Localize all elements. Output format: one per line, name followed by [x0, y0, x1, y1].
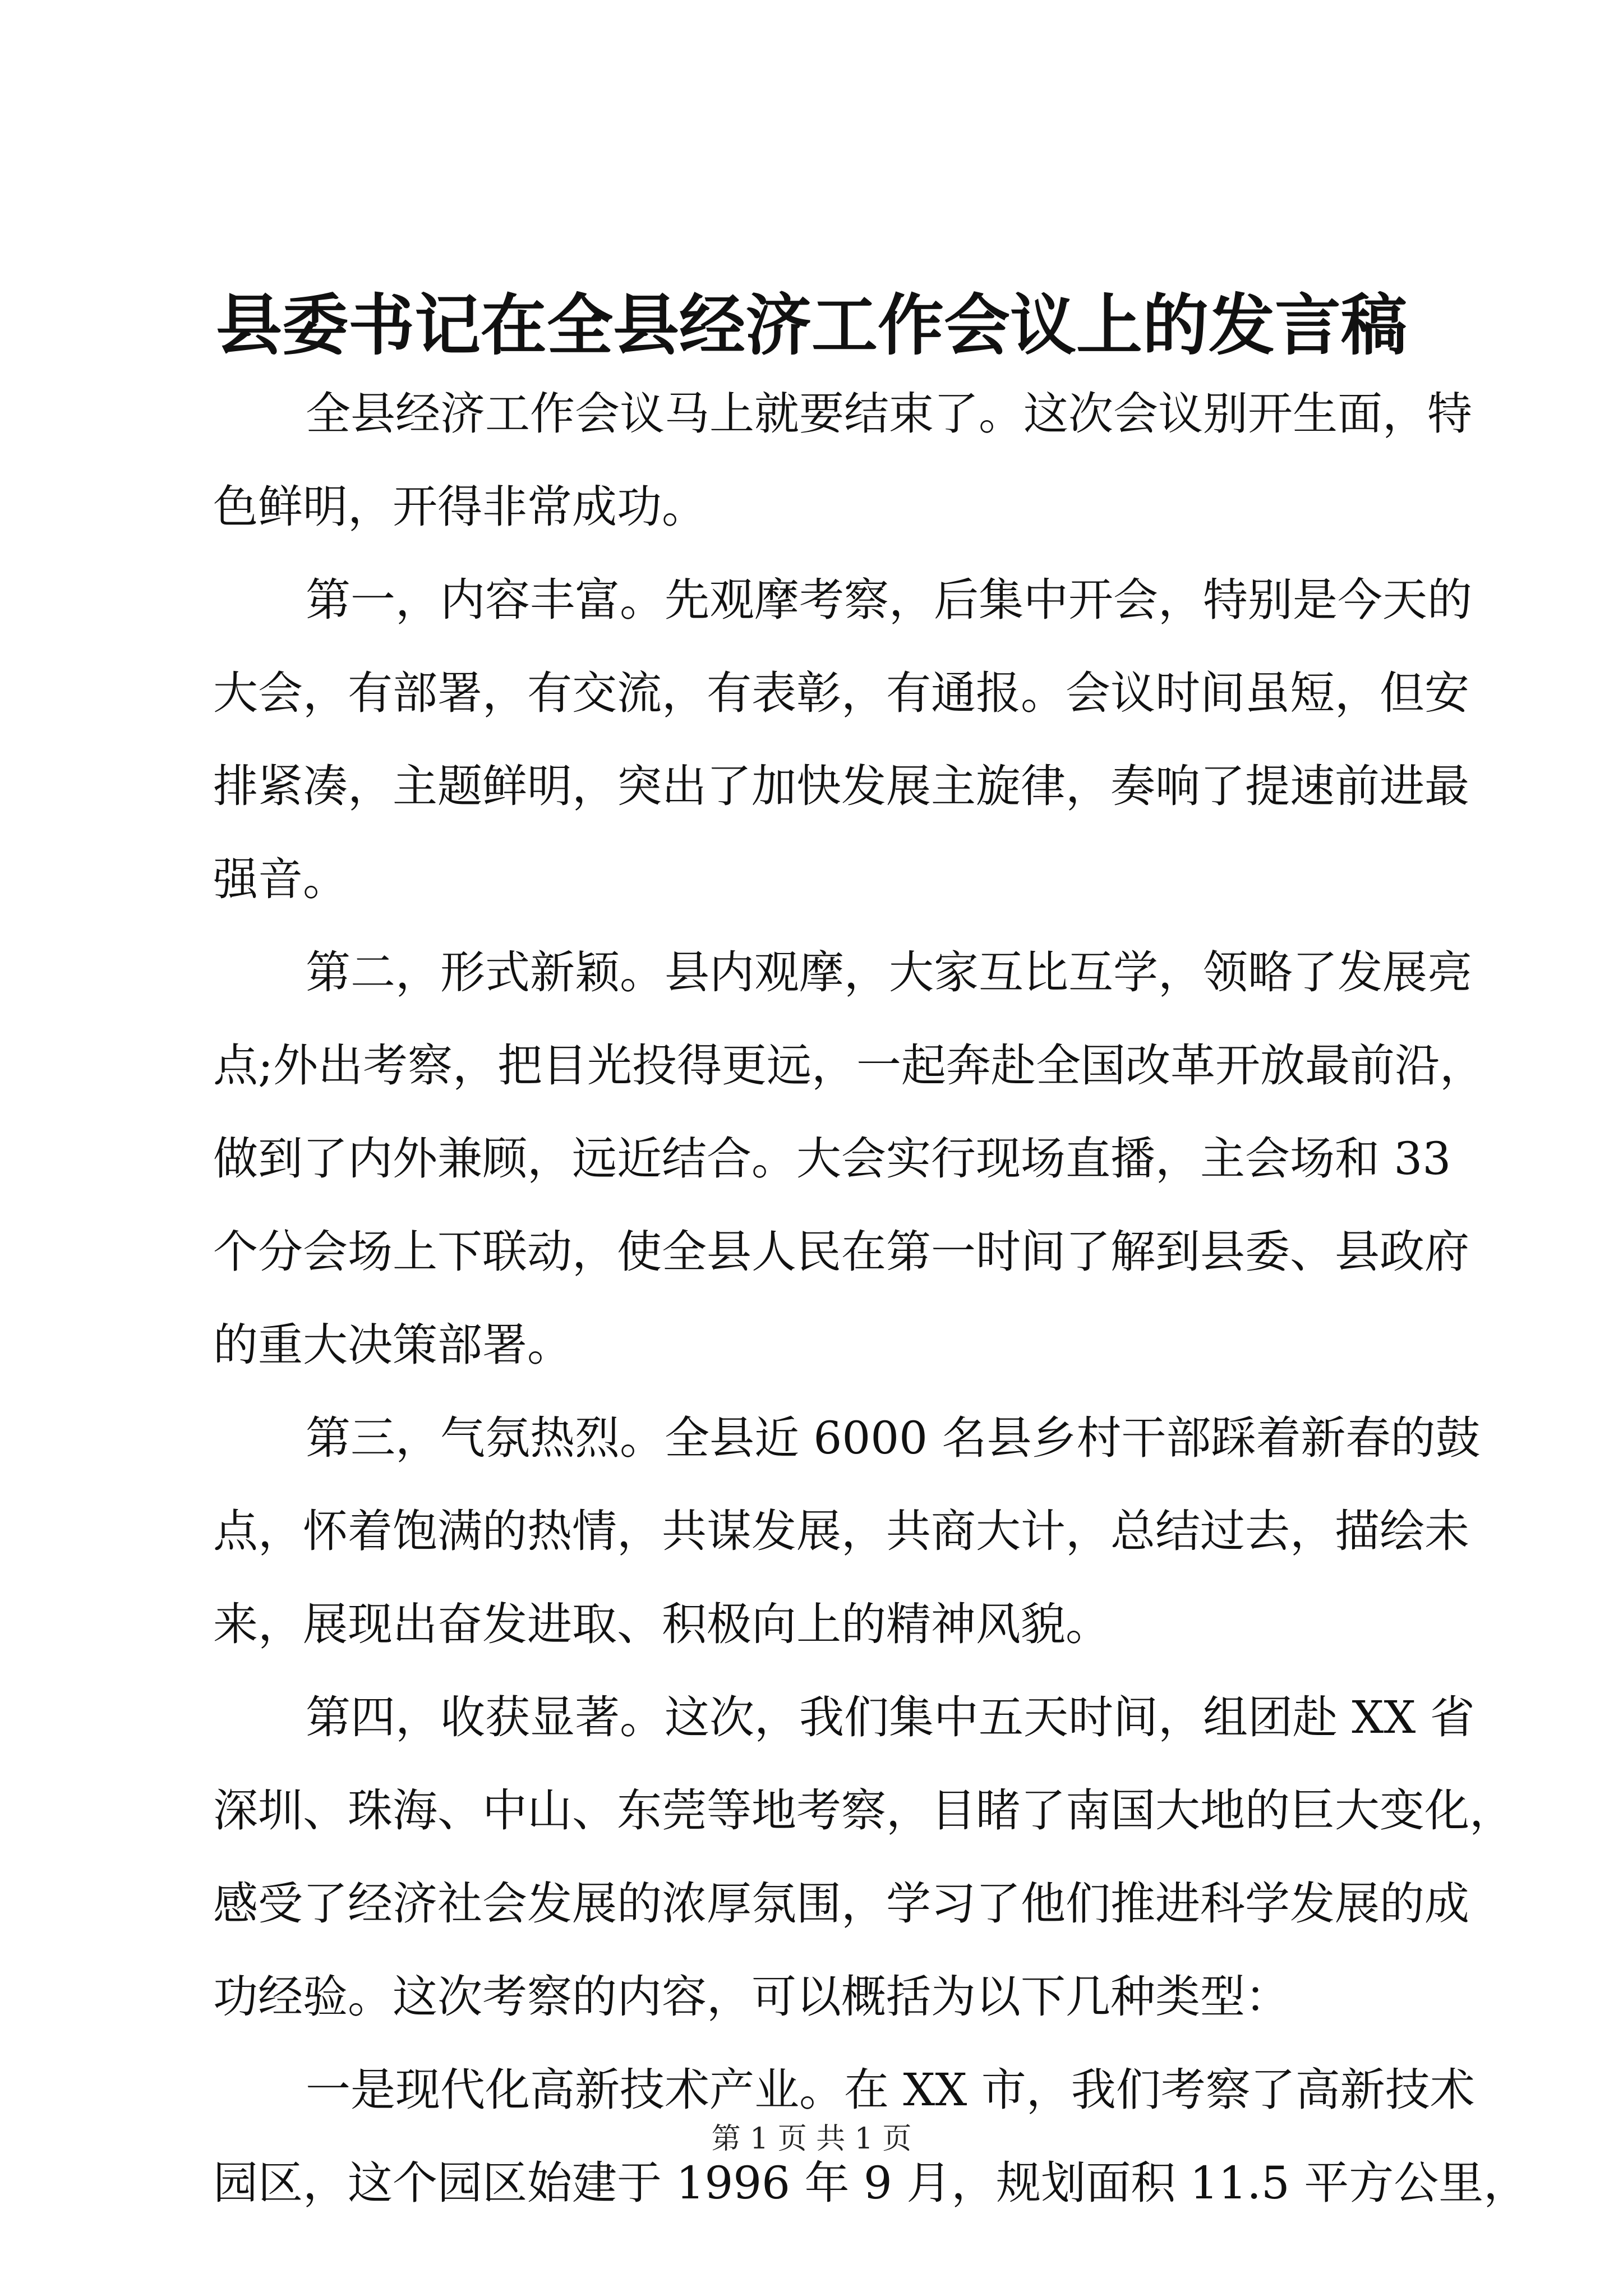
- body-line: 深圳、珠海、中山、东莞等地考察，目睹了南国大地的巨大变化，: [213, 1784, 1514, 1837]
- body-line: 点;外出考察，把目光投得更远，一起奔赴全国改革开放最前沿，: [213, 1039, 1484, 1092]
- body-line: 来，展现出奋发进取、积极向上的精神风貌。: [213, 1598, 1110, 1650]
- body-line: 强音。: [213, 853, 348, 905]
- body-line: 第三，气氛热烈。全县近 6000 名县乡村干部踩着新春的鼓: [306, 1412, 1481, 1464]
- body-line: 色鲜明，开得非常成功。: [213, 481, 707, 533]
- body-line: 第四，收获显著。这次，我们集中五天时间，组团赴 XX 省: [306, 1691, 1475, 1743]
- body-line: 的重大决策部署。: [213, 1319, 572, 1371]
- body-line: 一是现代化高新技术产业。在 XX 市，我们考察了高新技术: [306, 2064, 1475, 2116]
- body-line: 排紧凑，主题鲜明，突出了加快发展主旋律，奏响了提速前进最: [213, 760, 1469, 812]
- body-line: 做到了内外兼顾，远近结合。大会实行现场直播，主会场和 33: [213, 1133, 1451, 1185]
- document-title: 县委书记在全县经济工作会议上的发言稿: [215, 286, 1407, 364]
- body-line: 第一，内容丰富。先观摩考察，后集中开会，特别是今天的: [306, 574, 1472, 626]
- body-line: 感受了经济社会发展的浓厚氛围，学习了他们推进科学发展的成: [213, 1878, 1469, 1930]
- body-line: 全县经济工作会议马上就要结束了。这次会议别开生面，特: [306, 388, 1472, 440]
- body-line: 点，怀着饱满的热情，共谋发展，共商大计，总结过去，描绘未: [213, 1505, 1469, 1557]
- page-footer: 第 1 页 共 1 页: [711, 2122, 912, 2156]
- body-line: 第二，形式新颖。县内观摩，大家互比互学，领略了发展亮: [306, 946, 1472, 999]
- body-line: 大会，有部署，有交流，有表彰，有通报。会议时间虽短，但安: [213, 667, 1469, 719]
- body-line: 功经验。这次考察的内容，可以概括为以下几种类型：: [213, 1971, 1290, 2023]
- body-line: 个分会场上下联动，使全县人民在第一时间了解到县委、县政府: [213, 1226, 1469, 1278]
- body-line: 园区，这个园区始建于 1996 年 9 月，规划面积 11.5 平方公里，: [213, 2157, 1529, 2209]
